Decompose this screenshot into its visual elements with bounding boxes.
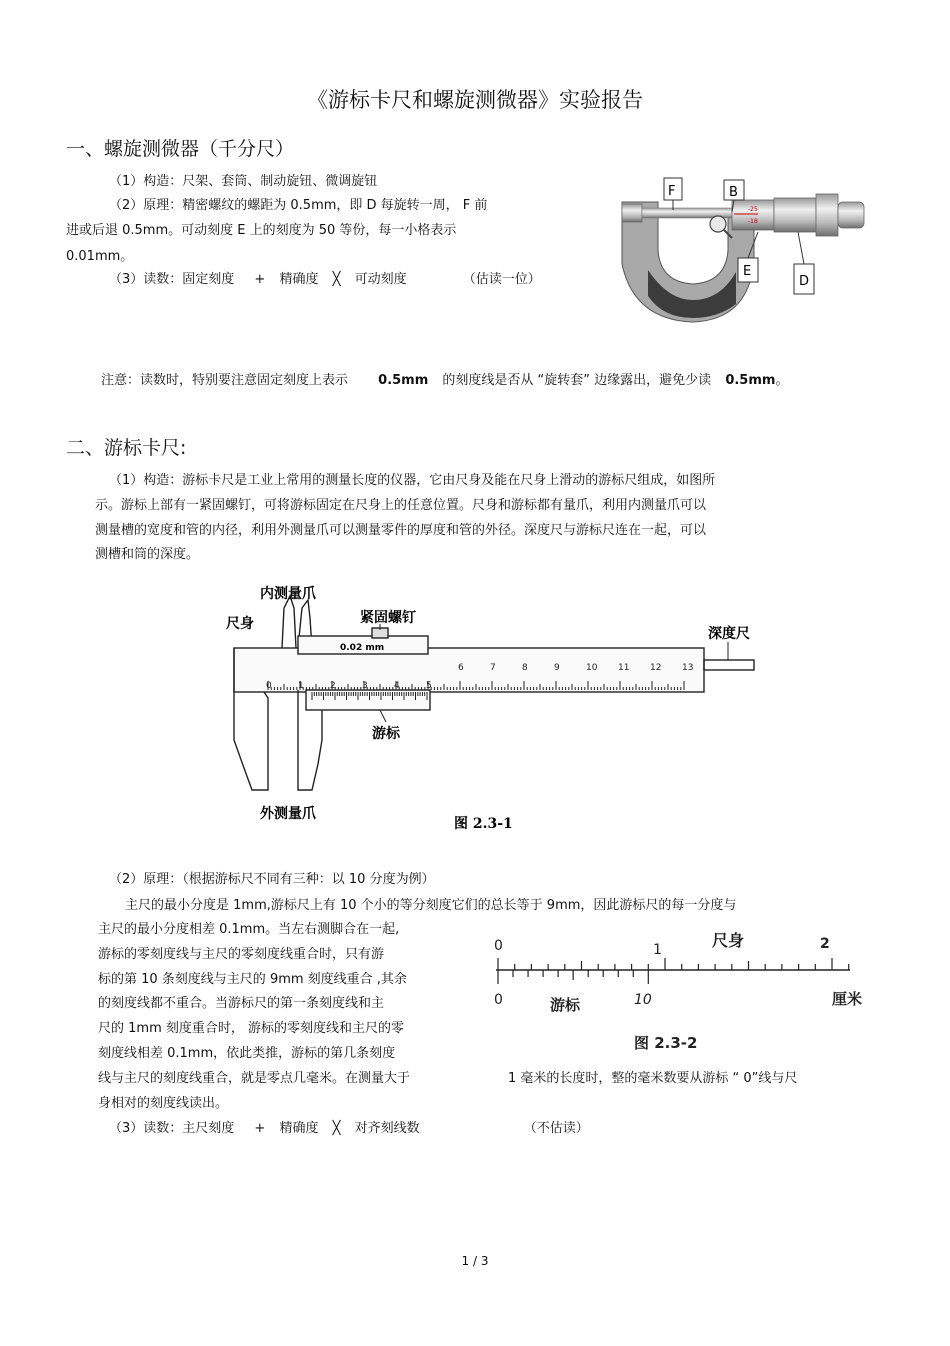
caliper-principle-line9: 身相对的刻度线读出。	[98, 1096, 229, 1111]
sleeve	[732, 200, 774, 230]
note-text-1: 注意：读数时，特别要注意固定刻度上表示	[101, 373, 349, 388]
main-scale-number: 0	[266, 681, 272, 691]
caliper-structure-line3: 测量槽的宽度和管的内径，利用外测量爪可以测量零件的厚度和管的外径。深度尺与游标尺连在一起，可以	[95, 523, 707, 538]
caliper-structure-line2: 示。游标上部有一紧固螺钉，可将游标固定在尺身上的任意位置。尺身和游标都有量爪，利用内测量爪可以	[95, 498, 707, 513]
times-sign: ╳	[332, 1121, 341, 1136]
micrometer-structure: （1）构造：尺架、套筒、制动旋钮、微调旋钮	[109, 174, 378, 189]
label-depth-rod: 深度尺	[708, 626, 750, 642]
caliper-principle-line1: 主尺的最小分度是 1mm,游标尺上有 10 个小的等分刻度它们的总长等于 9mm，因此游标尺的每一分度与	[125, 898, 737, 913]
micrometer-reading-formula	[109, 268, 541, 292]
times-sign: ╳	[332, 272, 341, 287]
caliper-principle-line4: 标的第 10 条刻度线与主尺的 9mm 刻度线重合 ,其余	[98, 972, 407, 987]
caliper-principle-line8b: 1 毫米的长度时，整的毫米数要从游标 “ 0”线与尺	[508, 1071, 798, 1086]
ratchet-knob	[816, 194, 838, 236]
lock-knob	[710, 216, 726, 232]
main-scale-number: 4	[394, 681, 400, 691]
main-scale-number: 3	[362, 681, 368, 691]
reading-note: （估读一位）	[462, 272, 541, 287]
sleeve-number-bottom: -18	[748, 218, 758, 225]
sleeve-number-top: -25	[748, 206, 758, 213]
page-number: 1 / 3	[461, 1254, 489, 1268]
scale-label-main: 尺身	[712, 931, 745, 950]
micrometer-principle-line3: 0.01mm。	[66, 249, 134, 264]
caliper-principle-line7: 刻度线相差 0.1mm，依此类推，游标的第几条刻度	[98, 1046, 396, 1061]
page-title: 《游标卡尺和螺旋测微器》实验报告	[307, 88, 643, 112]
callout-d-line	[798, 232, 804, 264]
caliper-principle-line6: 尺的 1mm 刻度重合时， 游标的零刻度线和主尺的零	[98, 1021, 404, 1036]
micrometer-principle-line2: 进或后退 0.5mm。可动刻度 E 上的刻度为 50 等份，每一小格表示	[66, 223, 457, 238]
micrometer-principle-line1: （2）原理：精密螺纹的螺距为 0.5mm，即 D 每旋转一周， F 前	[109, 198, 488, 213]
vernier-number-0: 0	[494, 992, 503, 1008]
scale-label-unit: 厘米	[832, 990, 863, 1008]
caliper-principle-line5: 的刻度线都不重合。当游标尺的第一条刻度线和主	[98, 996, 385, 1011]
main-scale-number: 11	[618, 663, 630, 673]
reading-term-precision: 精确度	[279, 1121, 319, 1136]
main-scale-number: 10	[586, 663, 598, 673]
main-scale-number: 7	[490, 663, 496, 673]
plus-sign: +	[254, 1121, 266, 1136]
main-scale-number: 2	[330, 681, 336, 691]
caliper-structure-line4: 测槽和筒的深度。	[95, 547, 200, 562]
caliper-principle-head: （2）原理：（根据游标尺不同有三种：以 10 分度为例）	[109, 872, 435, 887]
note-period: 。	[775, 373, 789, 388]
caliper-reading-formula	[109, 1117, 589, 1141]
fixed-inner-jaw	[282, 596, 296, 648]
main-scale-number: 13	[682, 663, 694, 673]
vernier-caliper-figure	[222, 578, 762, 840]
vernier-pointer	[380, 710, 386, 722]
note-text-2: 的刻度线是否从 “旋转套” 边缘露出，避免少读	[442, 373, 712, 388]
vernier-number-10: 10	[634, 992, 652, 1008]
section1-heading: 一、螺旋测微器（千分尺）	[66, 138, 295, 160]
section2-heading: 二、游标卡尺:	[66, 437, 187, 459]
note-value-1: 0.5mm	[378, 373, 429, 388]
reading-term-main: （3）读数：主尺刻度	[109, 1121, 235, 1136]
scale-main-ticks	[498, 958, 849, 970]
reading-term-fixed: （3）读数：固定刻度	[109, 272, 235, 287]
caliper-structure-line1: （1）构造：游标卡尺是工业上常用的测量长度的仪器，它由尺身及能在尺身上滑动的游标尺组成，如图所	[109, 473, 716, 488]
caliper-principle-line3: 游标的零刻度线与主尺的零刻度线重合时，只有游	[98, 947, 385, 962]
label-lock-screw: 紧固螺钉	[360, 610, 416, 626]
callout-e: E	[743, 264, 752, 279]
main-scale-number: 5	[426, 681, 432, 691]
micrometer-note	[101, 369, 788, 393]
label-outer-jaw: 外测量爪	[260, 806, 316, 822]
depth-rod	[704, 660, 754, 670]
reading-term-aligned: 对齐刻线数	[354, 1121, 420, 1136]
callout-f: F	[668, 184, 676, 199]
scale-number-0: 0	[494, 938, 503, 954]
reading-note: （不估读）	[523, 1121, 589, 1136]
note-value-2: 0.5mm	[725, 373, 776, 388]
ratchet-end	[838, 202, 864, 228]
reading-term-movable: 可动刻度	[354, 272, 407, 287]
main-scale-number: 6	[458, 663, 464, 673]
label-main-body: 尺身	[226, 616, 254, 632]
reading-term-precision: 精确度	[279, 272, 319, 287]
caliper-principle-line2: 主尺的最小分度相差 0.1mm。当左右测脚合在一起,	[98, 922, 400, 937]
scale-label-vernier: 游标	[550, 996, 581, 1014]
scale-vernier-ticks	[498, 970, 648, 984]
main-scale-number: 1	[298, 681, 304, 691]
plus-sign: +	[254, 272, 266, 287]
main-scale-number: 8	[522, 663, 528, 673]
scale-number-1: 1	[653, 942, 662, 958]
callout-d: D	[799, 274, 810, 289]
vernier-scale-figure	[488, 928, 868, 1058]
figure-caption-2-3-2: 图 2.3-2	[634, 1034, 698, 1052]
caliper-principle-line8a: 线与主尺的刻度线重合，就是零点几毫米。在测量大于	[98, 1071, 411, 1086]
main-scale-number: 12	[650, 663, 662, 673]
anvil	[622, 204, 642, 222]
micrometer-figure	[608, 172, 878, 330]
label-inner-jaw: 内测量爪	[260, 586, 316, 602]
label-vernier: 游标	[372, 726, 400, 742]
callout-b: B	[729, 185, 738, 200]
thimble	[774, 198, 816, 232]
scale-number-2: 2	[820, 936, 830, 952]
main-scale-number: 9	[554, 663, 560, 673]
precision-mark: 0.02 mm	[340, 643, 385, 653]
figure-caption-2-3-1: 图 2.3-1	[454, 816, 513, 832]
